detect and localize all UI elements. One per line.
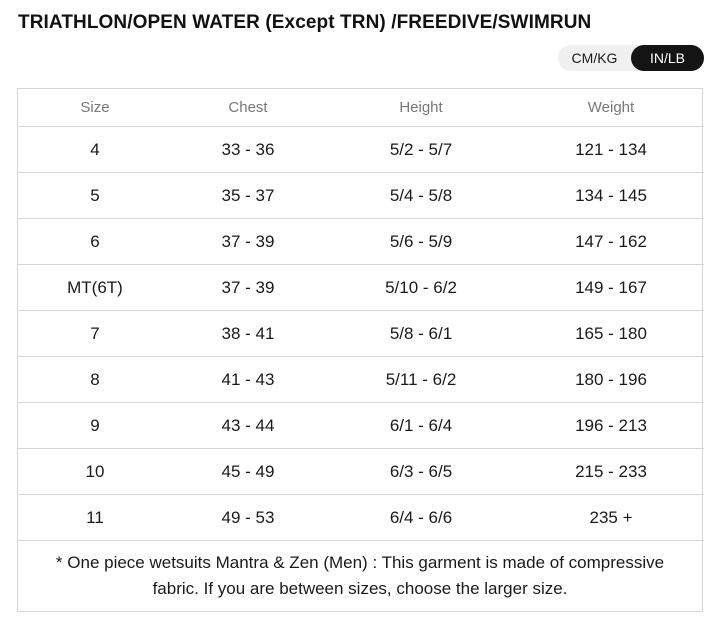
table-row bbox=[18, 449, 704, 495]
cell-size: 6 bbox=[18, 219, 172, 265]
cell-size: 4 bbox=[18, 127, 172, 173]
size-table bbox=[18, 89, 704, 541]
table-row bbox=[18, 311, 704, 357]
cell-chest: 37 - 39 bbox=[172, 219, 324, 265]
cell-size: MT(6T) bbox=[18, 265, 172, 311]
cell-weight: 215 - 233 bbox=[518, 449, 704, 495]
cell-size: 5 bbox=[18, 173, 172, 219]
page-title: TRIATHLON/OPEN WATER (Except TRN) /FREEDIVE/SWIMRUN bbox=[18, 12, 592, 33]
cell-size: 11 bbox=[18, 495, 172, 541]
header-row bbox=[18, 89, 704, 127]
cell-chest: 37 - 39 bbox=[172, 265, 324, 311]
cell-weight: 180 - 196 bbox=[518, 357, 704, 403]
cell-size: 7 bbox=[18, 311, 172, 357]
cell-weight: 235 + bbox=[518, 495, 704, 541]
cell-height: 5/6 - 5/9 bbox=[324, 219, 518, 265]
cell-chest: 49 - 53 bbox=[172, 495, 324, 541]
cell-weight: 196 - 213 bbox=[518, 403, 704, 449]
units-toggle bbox=[558, 45, 704, 71]
size-note: * One piece wetsuits Mantra & Zen (Men) : This garment is made of compressive fabric. If you are between sizes, choose the larger size. bbox=[55, 553, 665, 598]
cell-height: 5/4 - 5/8 bbox=[324, 173, 518, 219]
toggle-cm-kg[interactable]: CM/KG bbox=[571, 50, 618, 66]
table-row bbox=[18, 265, 704, 311]
table-row bbox=[18, 127, 704, 173]
header-weight: Weight bbox=[518, 89, 704, 127]
toggle-in-lb[interactable]: IN/LB bbox=[631, 45, 704, 71]
cell-weight: 121 - 134 bbox=[518, 127, 704, 173]
header-height: Height bbox=[324, 89, 518, 127]
header-chest: Chest bbox=[172, 89, 324, 127]
cell-weight: 134 - 145 bbox=[518, 173, 704, 219]
cell-height: 5/8 - 6/1 bbox=[324, 311, 518, 357]
cell-chest: 33 - 36 bbox=[172, 127, 324, 173]
cell-height: 5/10 - 6/2 bbox=[324, 265, 518, 311]
table-row bbox=[18, 403, 704, 449]
table-row bbox=[18, 219, 704, 265]
cell-weight: 147 - 162 bbox=[518, 219, 704, 265]
table-row bbox=[18, 173, 704, 219]
cell-chest: 38 - 41 bbox=[172, 311, 324, 357]
cell-size: 9 bbox=[18, 403, 172, 449]
cell-chest: 43 - 44 bbox=[172, 403, 324, 449]
cell-height: 5/11 - 6/2 bbox=[324, 357, 518, 403]
cell-size: 8 bbox=[18, 357, 172, 403]
cell-height: 6/3 - 6/5 bbox=[324, 449, 518, 495]
size-chart bbox=[17, 88, 703, 612]
cell-height: 6/1 - 6/4 bbox=[324, 403, 518, 449]
cell-height: 6/4 - 6/6 bbox=[324, 495, 518, 541]
cell-height: 5/2 - 5/7 bbox=[324, 127, 518, 173]
table-row bbox=[18, 495, 704, 541]
cell-chest: 35 - 37 bbox=[172, 173, 324, 219]
cell-weight: 165 - 180 bbox=[518, 311, 704, 357]
table-row bbox=[18, 357, 704, 403]
cell-weight: 149 - 167 bbox=[518, 265, 704, 311]
cell-size: 10 bbox=[18, 449, 172, 495]
header-size: Size bbox=[18, 89, 172, 127]
cell-chest: 45 - 49 bbox=[172, 449, 324, 495]
cell-chest: 41 - 43 bbox=[172, 357, 324, 403]
